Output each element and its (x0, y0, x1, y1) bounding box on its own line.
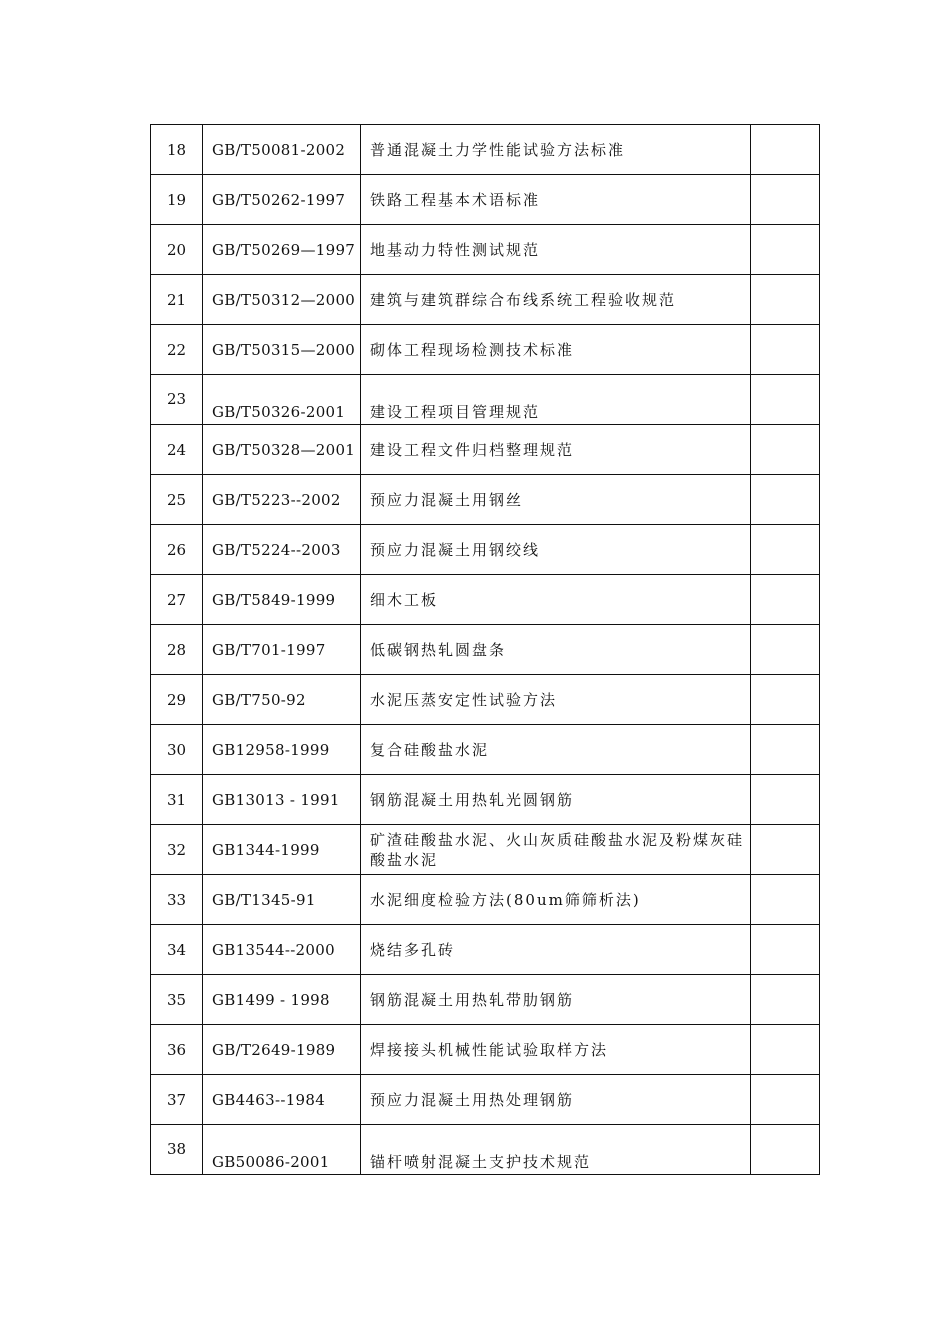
row-number: 25 (151, 475, 203, 525)
remarks-cell (751, 775, 820, 825)
standard-code: GB/T50328—2001 (203, 425, 361, 475)
remarks-cell (751, 125, 820, 175)
standards-table (150, 124, 820, 1175)
standard-name: 预应力混凝土用钢绞线 (361, 525, 751, 575)
row-number: 22 (151, 325, 203, 375)
remarks-cell (751, 975, 820, 1025)
table-row (151, 775, 820, 825)
row-number: 38 (151, 1125, 203, 1175)
standard-name: 预应力混凝土用钢丝 (361, 475, 751, 525)
remarks-cell (751, 475, 820, 525)
standard-name: 细木工板 (361, 575, 751, 625)
standard-code: GB/T2649-1989 (203, 1025, 361, 1075)
standard-code: GB4463--1984 (203, 1075, 361, 1125)
row-number: 27 (151, 575, 203, 625)
standard-code: GB/T50269—1997 (203, 225, 361, 275)
standard-code: GB/T5849-1999 (203, 575, 361, 625)
standard-code: GB13013 - 1991 (203, 775, 361, 825)
standard-name: 水泥细度检验方法(80um筛筛析法) (361, 875, 751, 925)
standard-code: GB/T50315—2000 (203, 325, 361, 375)
standard-name: 铁路工程基本术语标准 (361, 175, 751, 225)
remarks-cell (751, 425, 820, 475)
standard-code: GB1499 - 1998 (203, 975, 361, 1025)
row-number: 28 (151, 625, 203, 675)
table-row (151, 475, 820, 525)
row-number: 24 (151, 425, 203, 475)
remarks-cell (751, 225, 820, 275)
standard-name: 普通混凝土力学性能试验方法标准 (361, 125, 751, 175)
standard-code: GB/T50262-1997 (203, 175, 361, 225)
row-number: 29 (151, 675, 203, 725)
table-row (151, 1075, 820, 1125)
standard-code: GB50086-2001 (203, 1125, 361, 1175)
table-row (151, 825, 820, 875)
table-row (151, 1025, 820, 1075)
table-row (151, 325, 820, 375)
standard-name: 建筑与建筑群综合布线系统工程验收规范 (361, 275, 751, 325)
row-number: 21 (151, 275, 203, 325)
remarks-cell (751, 1075, 820, 1125)
row-number: 35 (151, 975, 203, 1025)
table-row (151, 925, 820, 975)
remarks-cell (751, 325, 820, 375)
row-number: 30 (151, 725, 203, 775)
table-row (151, 525, 820, 575)
standard-code: GB/T5223--2002 (203, 475, 361, 525)
standard-code: GB13544--2000 (203, 925, 361, 975)
table-row (151, 425, 820, 475)
table-row (151, 225, 820, 275)
standard-name: 钢筋混凝土用热轧光圆钢筋 (361, 775, 751, 825)
row-number: 36 (151, 1025, 203, 1075)
remarks-cell (751, 1025, 820, 1075)
table-row (151, 125, 820, 175)
standard-name: 地基动力特性测试规范 (361, 225, 751, 275)
standard-code: GB/T701-1997 (203, 625, 361, 675)
row-number: 37 (151, 1075, 203, 1125)
standard-code: GB/T50081-2002 (203, 125, 361, 175)
table-row (151, 1125, 820, 1175)
standard-code: GB/T50312—2000 (203, 275, 361, 325)
remarks-cell (751, 525, 820, 575)
remarks-cell (751, 625, 820, 675)
table-row (151, 675, 820, 725)
row-number: 23 (151, 375, 203, 425)
standard-name: 复合硅酸盐水泥 (361, 725, 751, 775)
row-number: 33 (151, 875, 203, 925)
standard-name: 预应力混凝土用热处理钢筋 (361, 1075, 751, 1125)
table-row (151, 575, 820, 625)
remarks-cell (751, 925, 820, 975)
remarks-cell (751, 275, 820, 325)
standard-code: GB/T5224--2003 (203, 525, 361, 575)
table-row (151, 625, 820, 675)
table-row (151, 275, 820, 325)
table-row (151, 175, 820, 225)
standard-name: 焊接接头机械性能试验取样方法 (361, 1025, 751, 1075)
standard-code: GB/T750-92 (203, 675, 361, 725)
table-row (151, 725, 820, 775)
row-number: 32 (151, 825, 203, 875)
standard-name: 建设工程项目管理规范 (361, 375, 751, 425)
row-number: 19 (151, 175, 203, 225)
standard-name: 低碳钢热轧圆盘条 (361, 625, 751, 675)
remarks-cell (751, 675, 820, 725)
remarks-cell (751, 1125, 820, 1175)
row-number: 34 (151, 925, 203, 975)
remarks-cell (751, 825, 820, 875)
standard-name: 建设工程文件归档整理规范 (361, 425, 751, 475)
standard-name: 钢筋混凝土用热轧带肋钢筋 (361, 975, 751, 1025)
row-number: 31 (151, 775, 203, 825)
table-row (151, 875, 820, 925)
row-number: 26 (151, 525, 203, 575)
remarks-cell (751, 175, 820, 225)
standard-name: 水泥压蒸安定性试验方法 (361, 675, 751, 725)
row-number: 18 (151, 125, 203, 175)
row-number: 20 (151, 225, 203, 275)
standard-name: 烧结多孔砖 (361, 925, 751, 975)
remarks-cell (751, 725, 820, 775)
standard-name: 砌体工程现场检测技术标准 (361, 325, 751, 375)
standard-code: GB/T50326-2001 (203, 375, 361, 425)
standard-code: GB/T1345-91 (203, 875, 361, 925)
standard-name: 矿渣硅酸盐水泥、火山灰质硅酸盐水泥及粉煤灰硅酸盐水泥 (361, 825, 751, 875)
remarks-cell (751, 875, 820, 925)
standard-code: GB1344-1999 (203, 825, 361, 875)
remarks-cell (751, 575, 820, 625)
standard-name: 锚杆喷射混凝土支护技术规范 (361, 1125, 751, 1175)
table-row (151, 975, 820, 1025)
table-row (151, 375, 820, 425)
standard-code: GB12958-1999 (203, 725, 361, 775)
remarks-cell (751, 375, 820, 425)
